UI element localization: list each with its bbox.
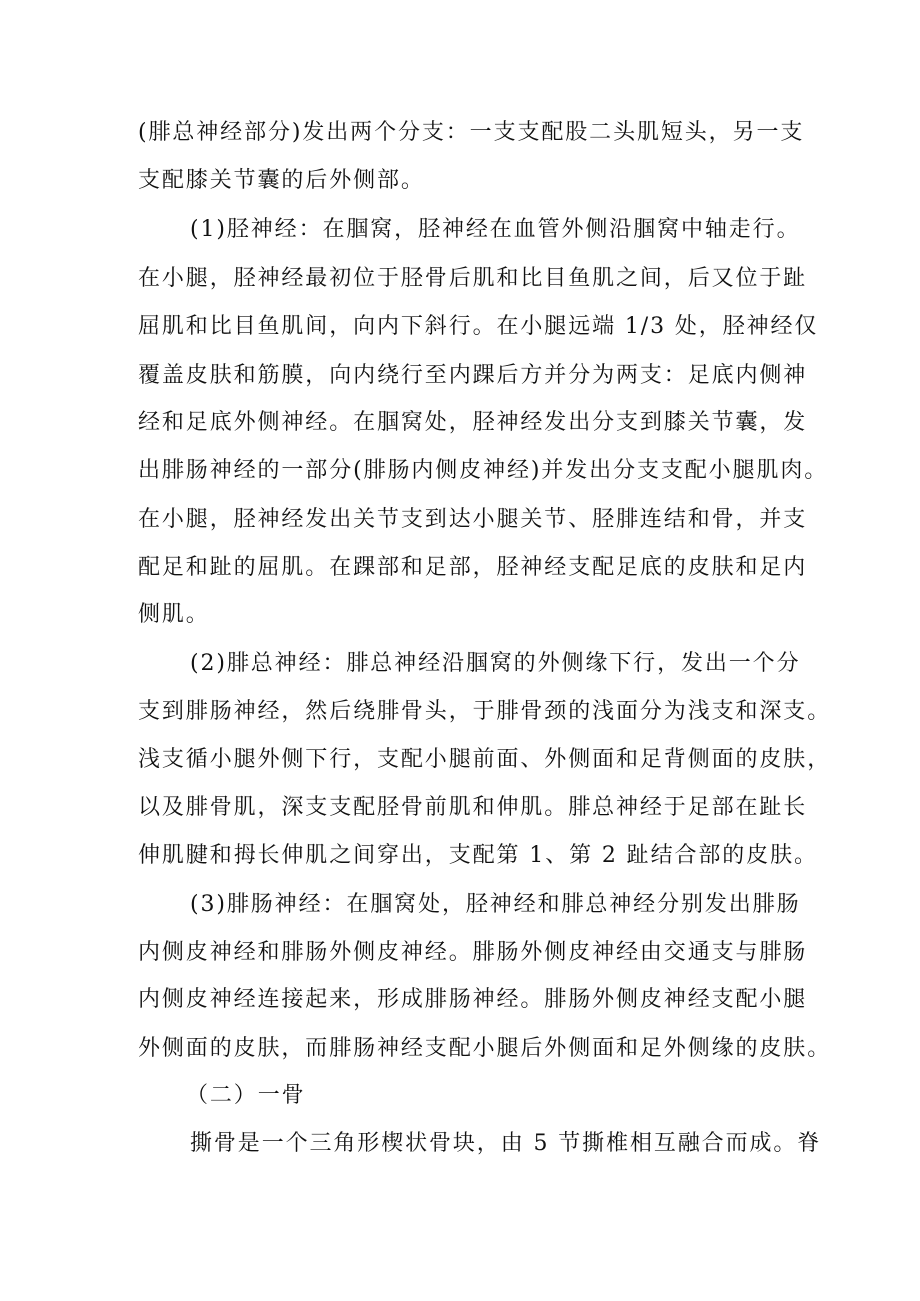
text-line: 屈肌和比目鱼肌间，向内下斜行。在小腿远端 1/3 处，胫神经仅	[138, 314, 819, 339]
text-line: (腓总神经部分)发出两个分支：一支支配股二头肌短头，另一支	[138, 120, 805, 145]
text-line: (2)腓总神经：腓总神经沿腘窝的外侧缘下行，发出一个分	[190, 651, 801, 676]
text-line: 伸肌腱和拇长伸肌之间穿出，支配第 1、第 2 趾结合部的皮肤。	[138, 843, 818, 868]
text-line: (3)腓肠神经：在腘窝处，胫神经和腓总神经分别发出腓肠	[190, 892, 801, 917]
text-line: 外侧面的皮肤，而腓肠神经支配小腿后外侧面和足外侧缘的皮肤。	[138, 1036, 832, 1061]
text-line: 内侧皮神经连接起来，形成腓肠神经。腓肠外侧皮神经支配小腿	[138, 987, 808, 1012]
text-line: (1)胫神经：在腘窝，胫神经在血管外侧沿腘窝中轴走行。	[190, 217, 801, 242]
text-line: 侧肌。	[138, 602, 210, 627]
text-line: 出腓肠神经的一部分(腓肠内侧皮神经)并发出分支支配小腿肌肉。	[138, 458, 829, 483]
section-heading: （二）一骨	[186, 1083, 306, 1108]
text-line: 经和足底外侧神经。在腘窝处，胫神经发出分支到膝关节囊，发	[138, 410, 808, 435]
text-line: 支到腓肠神经，然后绕腓骨头，于腓骨颈的浅面分为浅支和深支。	[138, 699, 832, 724]
text-line: 浅支循小腿外侧下行，支配小腿前面、外侧面和足背侧面的皮肤，	[138, 747, 832, 772]
text-line: 支配膝关节囊的后外侧部。	[138, 168, 425, 193]
text-line: 在小腿，胫神经发出关节支到达小腿关节、胫腓连结和骨，并支	[138, 507, 808, 532]
text-line: 内侧皮神经和腓肠外侧皮神经。腓肠外侧皮神经由交通支与腓肠	[138, 940, 808, 965]
text-line: 撕骨是一个三角形楔状骨块，由 5 节撕椎相互融合而成。脊	[190, 1131, 822, 1156]
text-line: 在小腿，胫神经最初位于胫骨后肌和比目鱼肌之间，后又位于趾	[138, 266, 808, 291]
text-line: 以及腓骨肌，深支支配胫骨前肌和伸肌。腓总神经于足部在趾长	[138, 795, 808, 820]
text-line: 配足和趾的屈肌。在踝部和足部，胫神经支配足底的皮肤和足内	[138, 555, 808, 580]
text-line: 覆盖皮肤和筋膜，向内绕行至内踝后方并分为两支：足底内侧神	[138, 363, 808, 388]
